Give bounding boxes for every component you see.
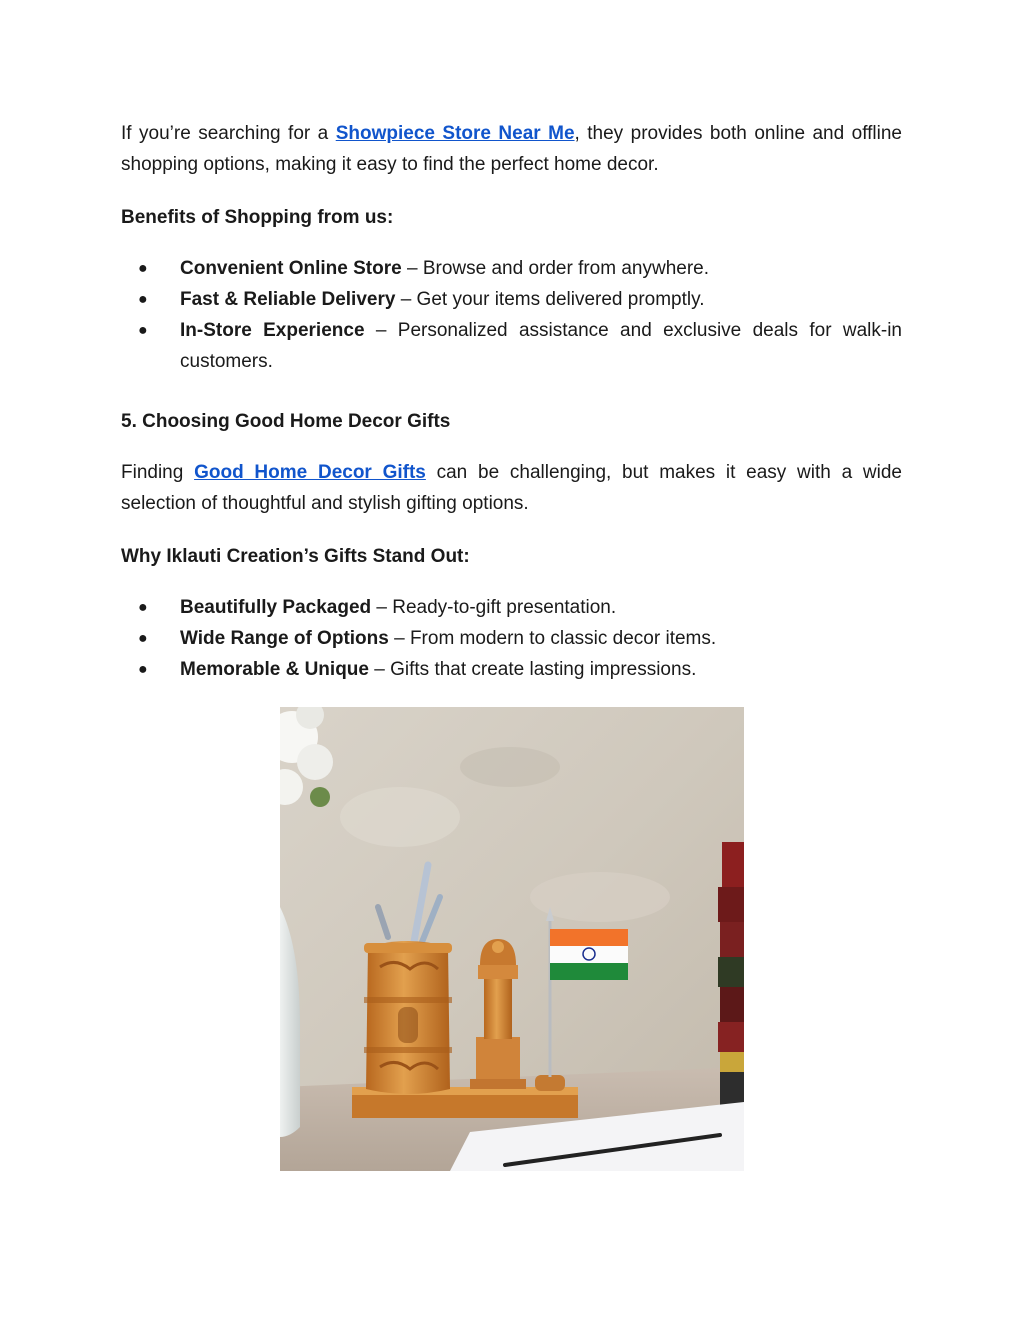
product-photo (280, 707, 744, 1171)
benefit-title: In-Store Experience (180, 320, 365, 341)
intro-text-after: , they provides both online and offline shopping options, making it easy to find the perfect home decor. (121, 123, 903, 175)
intro-text-before: If you’re searching for a (121, 123, 336, 144)
section-heading: 5. Choosing Good Home Decor Gifts (121, 411, 451, 432)
bullet-icon: ● (138, 630, 148, 647)
list-item (121, 623, 902, 654)
list-item (121, 253, 902, 284)
why-desc: – Gifts that create lasting impressions. (368, 659, 697, 680)
intro-paragraph (121, 118, 902, 180)
finding-paragraph (121, 457, 902, 519)
benefit-desc: – Personalized assistance and exclusive deals for walk-in customers. (180, 320, 902, 372)
why-list (121, 592, 902, 685)
list-item (121, 315, 902, 377)
finding-text-before: Finding (121, 462, 195, 483)
bullet-icon: ● (138, 322, 148, 339)
list-item (121, 284, 902, 315)
why-desc: – Ready-to-gift presentation. (371, 597, 617, 618)
finding-text-after: can be challenging, but makes it easy with a wide selection of thoughtful and stylish gifting options. (121, 462, 902, 514)
document-body (121, 118, 902, 685)
list-item (121, 654, 902, 685)
good-home-decor-gifts-link[interactable]: Good Home Decor Gifts (194, 462, 426, 483)
bullet-icon: ● (138, 291, 148, 308)
why-desc: – From modern to classic decor items. (388, 628, 717, 649)
benefit-title: Fast & Reliable Delivery (180, 289, 396, 310)
benefit-title: Convenient Online Store (180, 258, 402, 279)
benefits-list (121, 253, 902, 377)
why-title: Memorable & Unique (180, 659, 369, 680)
showpiece-store-link[interactable]: Showpiece Store Near Me (335, 123, 575, 144)
why-title: Beautifully Packaged (180, 597, 372, 618)
bullet-icon: ● (138, 260, 148, 277)
bullet-icon: ● (138, 661, 148, 678)
bullet-icon: ● (138, 599, 148, 616)
benefit-desc: – Get your items delivered promptly. (395, 289, 705, 310)
benefits-heading: Benefits of Shopping from us: (121, 207, 394, 228)
why-heading: Why Iklauti Creation’s Gifts Stand Out: (121, 546, 470, 567)
benefit-desc: – Browse and order from anywhere. (401, 258, 710, 279)
why-title: Wide Range of Options (180, 628, 389, 649)
list-item (121, 592, 902, 623)
